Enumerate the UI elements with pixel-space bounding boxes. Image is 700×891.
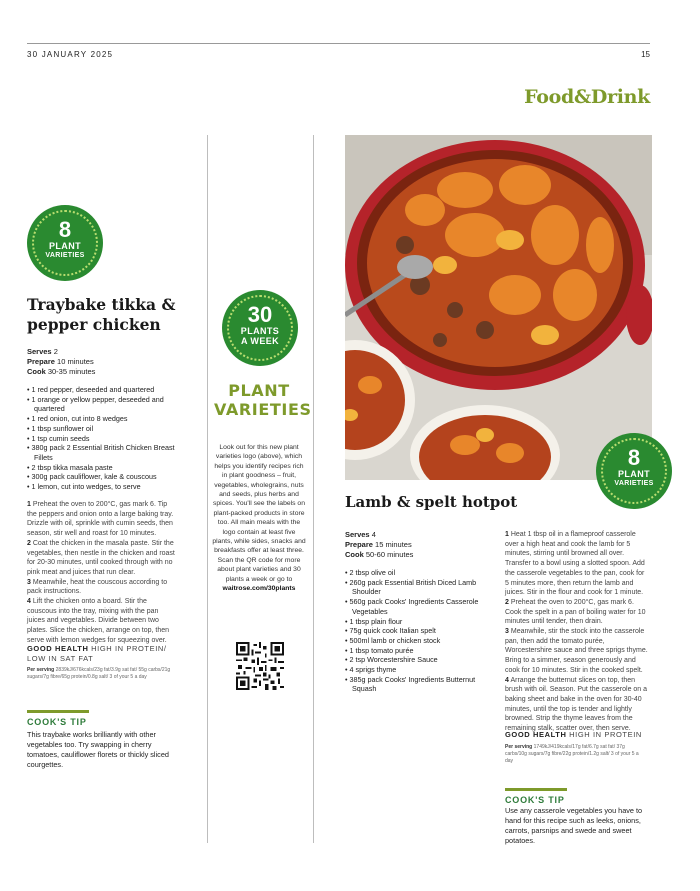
ingredient-item: • 500ml lamb or chicken stock — [345, 636, 495, 646]
issue-date: 30 JANUARY 2025 — [27, 50, 114, 59]
ingredient-item: • 385g pack Cooks' Ingredients Butternut Squash — [345, 675, 495, 694]
header-rule — [27, 43, 650, 44]
tip-rule — [27, 710, 89, 713]
ingredient-item: • 4 sprigs thyme — [345, 665, 495, 675]
method-step: 1 Heat 1 tbsp oil in a flameproof casserole over a high heat and cook the lamb for 5 minutes, stirring until browned all over. Transfer to a bowl using a slotted spoon. Add the casserole vegetables to the pan, cook for 5 minutes more, then return the lamb and juices. Stir in the flour and cook for 1 minute. — [505, 531, 645, 597]
qr-code[interactable] — [236, 642, 284, 690]
cooks-tip-text: Use any casserole vegetables you have to hand for this recipe such as leeks, onions, carrots, parsnips and swede and sweet potatoes. — [505, 806, 643, 845]
health-label: GOOD HEALTH HIGH IN PROTEIN/ LOW IN SAT FAT — [27, 644, 167, 663]
ingredient-item: • 75g quick cook Italian spelt — [345, 626, 495, 636]
method-step: 1 Preheat the oven to 200°C, gas mark 6. Tip the peppers and onion onto a large baking tray. Drizzle with oil, sprinkle with cumin seeds, then season, stir well and roast for 10 minutes. — [27, 501, 174, 538]
ingredient-item: • 380g pack 2 Essential British Chicken Breast Fillets — [27, 443, 177, 462]
method-steps — [505, 530, 650, 734]
method-step: 4 Arrange the butternut slices on top, then brush with oil. Season. Put the casserole on a baking sheet and bake in the oven for 30-40 minutes, until the top is tender and lightly browned. Strip the thyme leaves from the remaining stalk, scatter over, then serve. — [505, 676, 648, 733]
tip-rule — [505, 788, 567, 791]
method-step: 2 Preheat the oven to 200°C, gas mark 6. Cook the spelt in a pan of boiling water for 10 minutes until tender, then drain. — [505, 598, 646, 626]
recipe-title: Traybake tikka & pepper chicken — [27, 295, 176, 334]
ingredient-item: • 260g pack Essential British Diced Lamb Shoulder — [345, 578, 495, 597]
plant-varieties-badge: 8 PLANT VARIETIES — [596, 433, 672, 509]
page-number: 15 — [641, 50, 650, 59]
ingredient-item: • 1 tbsp plain flour — [345, 617, 495, 627]
plant-varieties-body: Look out for this new plant varieties logo (above), which helps you identify recipes rich in plant goodness – fruit, vegetables, wholegrains, nuts and seeds, plus herbs and spices. You'll see the labels on plant-packed products in store too. All main meals with the logo contain at least five plants, while sides, snacks and breakfasts offer at least three. Scan the QR code for more about plant varieties and 30 plants a week or go to waitrose.com/30plants — [212, 444, 306, 593]
ingredient-item: • 1 red onion, cut into 8 wedges — [27, 414, 177, 424]
column-divider-right — [313, 135, 314, 843]
cooks-tip-heading: COOK'S TIP — [27, 717, 87, 727]
recipe-meta: Serves 4 Prepare 15 minutes Cook 50-60 minutes — [345, 530, 414, 559]
ingredient-list — [345, 568, 495, 694]
ingredient-item: • 1 orange or yellow pepper, deseeded and quartered — [27, 395, 177, 414]
plants-a-week-badge: 30 PLANTS A WEEK — [222, 290, 298, 366]
plant-varieties-heading: PLANT VARIETIES — [214, 381, 312, 419]
health-label: GOOD HEALTH HIGH IN PROTEIN — [505, 730, 642, 739]
cooks-tip-text: This traybake works brilliantly with other vegetables too. Try swapping in cherry tomatoes, cauliflower florets or thickly sliced courgettes. — [27, 730, 169, 769]
ingredient-item: • 1 tsp cumin seeds — [27, 434, 177, 444]
ingredient-item: • 2 tbsp olive oil — [345, 568, 495, 578]
nutrition-info: Per serving 1749kJ/419kcals/17g fat/6.7g sat fat/ 37g carbs/10g sugars/7g fibre/22g protein/1.2g salt/ 3 of your 5 a day — [505, 744, 639, 764]
ingredient-item: • 300g pack cauliflower, kale & couscous — [27, 472, 177, 482]
cooks-tip-heading: COOK'S TIP — [505, 795, 565, 805]
ingredient-list — [27, 385, 177, 492]
plant-varieties-badge: 8 PLANT VARIETIES — [27, 205, 103, 281]
section-title: Food&Drink — [524, 86, 650, 108]
method-step: 3 Meanwhile, stir the stock into the casserole pan, then add the tomato purée, Worcestershire sauce and three sprigs thyme. Bring to a simmer, season generously and cook for 10 minutes. Stir in the cooked spelt. — [505, 628, 648, 674]
nutrition-info: Per serving 2839kJ/676kcals/23g fat/3.9g sat fat/ 55g carbs/21g sugars/7g fibre/65g protein/0.8g salt/ 3 of your 5 a day — [27, 667, 171, 680]
ingredient-item: • 1 tbsp tomato purée — [345, 646, 495, 656]
recipe-meta: Serves 2 Prepare 10 minutes Cook 30-35 minutes — [27, 347, 96, 376]
hotpot-photo — [345, 135, 652, 480]
method-steps — [27, 500, 177, 646]
ingredient-item: • 1 tbsp sunflower oil — [27, 424, 177, 434]
method-step: 4 Lift the chicken onto a board. Stir the couscous into the tray, mixing with the pan juices and vegetables. Divide between two plates. Slice the chicken, arrange on top, then serve with lemon wedges for squeezing over. — [27, 598, 170, 644]
column-divider-left — [207, 135, 208, 843]
waitrose-link[interactable]: waitrose.com/30plants — [222, 585, 296, 593]
method-step: 3 Meanwhile, heat the couscous according to pack instructions. — [27, 578, 168, 596]
recipe-title: Lamb & spelt hotpot — [345, 493, 518, 511]
ingredient-item: • 2 tbsp tikka masala paste — [27, 463, 177, 473]
ingredient-item: • 2 tsp Worcestershire Sauce — [345, 655, 495, 665]
ingredient-item: • 1 red pepper, deseeded and quartered — [27, 385, 177, 395]
ingredient-item: • 1 lemon, cut into wedges, to serve — [27, 482, 177, 492]
ingredient-item: • 560g pack Cooks' Ingredients Casserole Vegetables — [345, 597, 495, 616]
method-step: 2 Coat the chicken in the masala paste. Stir the vegetables, then nestle in the chicken and roast for 20-30 minutes, until cooked through with no pink meat and juices that run clear. — [27, 539, 175, 576]
